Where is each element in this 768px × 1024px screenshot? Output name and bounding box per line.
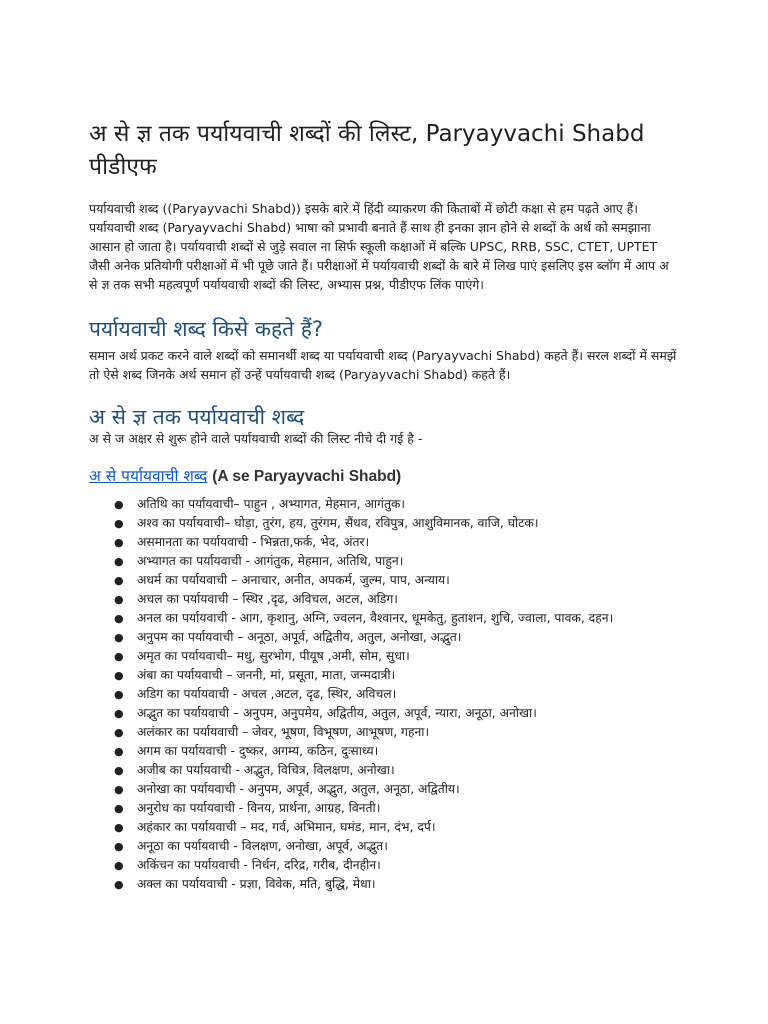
bullet-icon: ● <box>114 612 124 625</box>
list-item <box>114 875 679 894</box>
bullet-icon: ● <box>114 517 124 530</box>
list-item <box>114 837 679 856</box>
list-item-text: असमानता का पर्यायवाची - भिन्नता,फर्क, भेद, अंतर। <box>137 535 370 549</box>
page-title: अ से ज्ञ तक पर्यायवाची शब्दों की लिस्ट, Paryayvachi Shabd पीडीएफ <box>89 121 645 180</box>
section-heading-definition: पर्यायवाची शब्द किसे कहते हैं? <box>89 317 324 341</box>
list-item-text: अमृत का पर्यायवाची– मधु, सुरभोग, पीयूष ,अमी, सोम, सुधा। <box>137 649 410 663</box>
subsection-link[interactable]: अ से पर्यायवाची शब्द <box>89 467 208 485</box>
bullet-icon: ● <box>114 707 124 720</box>
definition-paragraph: समान अर्थ प्रकट करने वाले शब्दों को समानर्थी शब्द या पर्यायवाची शब्द (Paryayvachi Shabd) कहते हैं। सरल शब्दों में समझें तो ऐसे शब्द जिनके अर्थ समान हों उन्हें पर्यायवाची शब्द (Paryayvachi Shabd) कहते हैं। <box>89 348 677 382</box>
bullet-icon: ● <box>114 498 124 511</box>
list-item <box>114 495 679 514</box>
list-item-text: अनल का पर्यायवाची - आग, कृशानु, अग्नि, ज्वलन, वैश्वानर, धूमकेतु, हुताशन, शुचि, ज्वाला, पावक, दहन। <box>137 611 614 625</box>
bullet-icon: ● <box>114 821 124 834</box>
list-item-text: अकिंचन का पर्यायवाची - निर्धन, दरिद्र, गरीब, दीनहीन। <box>137 858 381 872</box>
list-item-text: अभ्यागत का पर्यायवाची - आगंतुक, मेहमान, अतिथि, पाहुन। <box>137 554 404 568</box>
bullet-icon: ● <box>114 650 124 663</box>
intro-paragraph: पर्यायवाची शब्द ((Paryayvachi Shabd)) इसके बारे में हिंदी व्याकरण की किताबों में छोटी कक्षा से हम पढ़ते आए हैं। पर्यायवाची शब्द (Paryayvachi Shabd) भाषा को प्रभावी बनाते हैं साथ ही इनका ज्ञान होने से शब्दों के अर्थ को समझाना आसान हो जाता है। पर्यायवाची शब्दों से जुड़े सवाल ना सिर्फ स्कूली कक्षाओं में बल्कि UPSC, RRB, SSC, CTET, UPTET जैसी अनेक प्रतियोगी परीक्षाओं में भी पूछे जाते हैं। परीक्षाओं में पर्यायवाची शब्दों के बारे में लिख पाएं इसलिए इस ब्लॉग में आप अ से ज्ञ तक सभी महत्वपूर्ण पर्यायवाची शब्दों की लिस्ट, अभ्यास प्रश्न, पीडीएफ लिंक पाएंगे। <box>89 201 669 292</box>
list-item-text: अहंकार का पर्यायवाची – मद, गर्व, अभिमान, घमंड, मान, दंभ, दर्प। <box>137 820 436 834</box>
list-item <box>114 780 679 799</box>
list-item <box>114 742 679 761</box>
bullet-icon: ● <box>114 802 124 815</box>
bullet-icon: ● <box>114 574 124 587</box>
list-item <box>114 704 679 723</box>
list-item <box>114 571 679 590</box>
bullet-icon: ● <box>114 593 124 606</box>
bullet-icon: ● <box>114 783 124 796</box>
list-item <box>114 818 679 837</box>
list-item <box>114 685 679 704</box>
list-item-text: अतिथि का पर्यायवाची– पाहुन , अभ्यागत, मेहमान, आगंतुक। <box>137 497 406 511</box>
subsection-heading <box>89 463 679 490</box>
bullet-icon: ● <box>114 688 124 701</box>
list-item <box>114 723 679 742</box>
bullet-icon: ● <box>114 669 124 682</box>
list-item-text: अनुपम का पर्यायवाची – अनूठा, अपूर्व, अद्वितीय, अतुल, अनोखा, अद्भुत। <box>137 630 462 644</box>
bullet-icon: ● <box>114 745 124 758</box>
bullet-icon: ● <box>114 536 124 549</box>
list-item-text: अचल का पर्यायवाची – स्थिर ,दृढ, अविचल, अटल, अडिग। <box>137 592 398 606</box>
document-page <box>89 118 679 894</box>
synonym-list <box>89 495 679 894</box>
list-item <box>114 761 679 780</box>
list-item-text: अक्ल का पर्यायवाची - प्रज्ञा, विवेक, मति, बुद्धि, मेधा। <box>137 877 376 891</box>
list-item-text: अजीब का पर्यायवाची - अद्भुत, विचित्र, विलक्षण, अनोखा। <box>137 763 395 777</box>
list-item-text: अधर्म का पर्यायवाची – अनाचार, अनीत, अपकर्म, जुल्म, पाप, अन्याय। <box>137 573 450 587</box>
list-item <box>114 799 679 818</box>
list-item <box>114 514 679 533</box>
list-item-text: अडिग का पर्यायवाची - अचल ,अटल, दृढ, स्थिर, अविचल। <box>137 687 397 701</box>
list-item-text: अनोखा का पर्यायवाची - अनुपम, अपूर्व, अद्भुत, अतुल, अनूठा, अद्वितीय। <box>137 782 460 796</box>
bullet-icon: ● <box>114 859 124 872</box>
list-item <box>114 590 679 609</box>
list-item-text: अद्भुत का पर्यायवाची – अनुपम, अनुपमेय, अद्वितीय, अतुल, अपूर्व, न्यारा, अनूठा, अनोखा। <box>137 706 537 720</box>
section-heading-list: अ से ज्ञ तक पर्यायवाची शब्द <box>89 405 305 429</box>
bullet-icon: ● <box>114 764 124 777</box>
list-item <box>114 628 679 647</box>
bullet-icon: ● <box>114 726 124 739</box>
list-item-text: अगम का पर्यायवाची - दुष्कर, अगम्य, कठिन, दुःसाध्य। <box>137 744 379 758</box>
list-item-text: अनूठा का पर्यायवाची - विलक्षण, अनोखा, अपूर्व, अद्भुत। <box>137 839 388 853</box>
list-item <box>114 609 679 628</box>
list-item-text: अंबा का पर्यायवाची – जननी, मां, प्रसूता, माता, जन्मदात्री। <box>137 668 396 682</box>
list-item <box>114 647 679 666</box>
list-intro-text: अ से ज अक्षर से शुरू होने वाले पर्यायवाची शब्दों की लिस्ट नीचे दी गई है - <box>89 431 423 446</box>
bullet-icon: ● <box>114 631 124 644</box>
list-item <box>114 533 679 552</box>
bullet-icon: ● <box>114 840 124 853</box>
list-item-text: अनुरोध का पर्यायवाची - विनय, प्रार्थना, आग्रह, विनती। <box>137 801 381 815</box>
list-item <box>114 666 679 685</box>
bullet-icon: ● <box>114 555 124 568</box>
bullet-icon: ● <box>114 878 124 891</box>
list-item-text: अश्व का पर्यायवाची– घोड़ा, तुरंग, हय, तुरंगम, सैंधव, रविपुत्र, आशुविमानक, वाजि, घोटक। <box>137 516 539 530</box>
subsection-bold-text: (A se Paryayvachi Shabd) <box>212 468 402 485</box>
list-item <box>114 856 679 875</box>
list-item-text: अलंकार का पर्यायवाची – जेवर, भूषण, विभूषण, आभूषण, गहना। <box>137 725 430 739</box>
list-item <box>114 552 679 571</box>
